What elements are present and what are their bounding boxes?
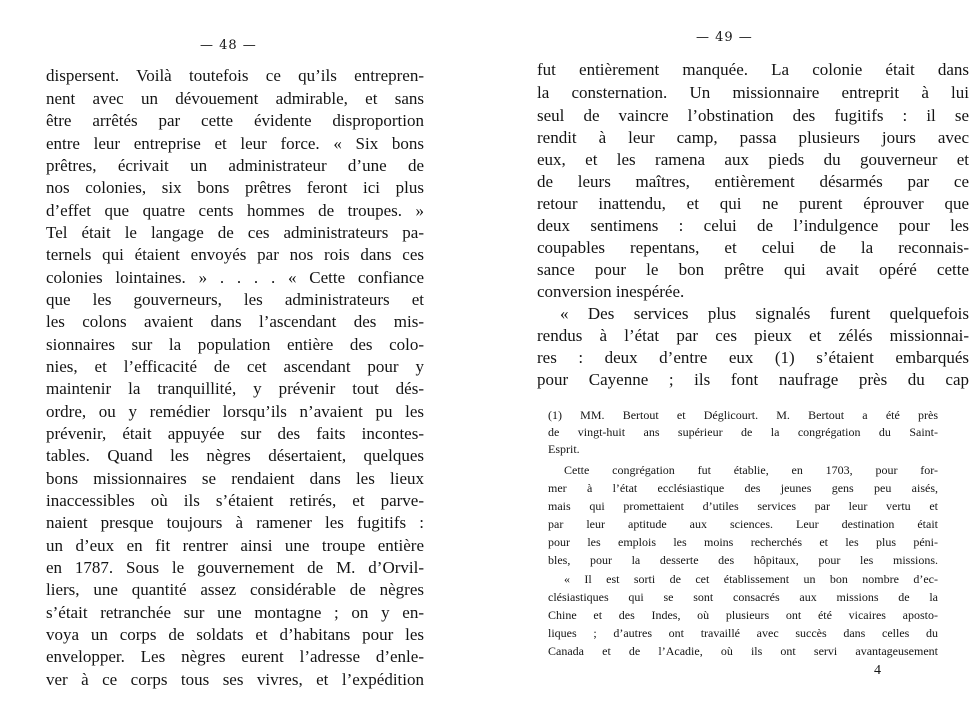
- text-line: rendus à l’état par ces pieux et zélés missionnai-: [537, 326, 969, 345]
- text-line: envelopper. Les nègres eurent l’adresse d’enle-: [46, 647, 424, 666]
- footnote-line: par leur aptitude aux sciences. Leur destination était: [548, 517, 938, 531]
- text-line: bons missionnaires se rendaient dans les lieux: [46, 469, 424, 488]
- text-line: les colons avaient dans l’ascendant des mis-: [46, 312, 424, 331]
- footnote-line: de vingt-huit ans supérieur de la congrégation du Saint-: [548, 425, 938, 439]
- signature-mark: 4: [874, 663, 881, 678]
- text-line: pour Cayenne ; ils font naufrage près du cap: [537, 370, 969, 389]
- text-line: dispersent. Voilà toutefois ce qu’ils entrepren-: [46, 66, 424, 85]
- footnote-line: liques ; d’autres ont travaillé avec succès dans celles du: [548, 626, 938, 640]
- text-line: être arrêtés par cette évidente disproportion: [46, 111, 424, 130]
- footnote-line: (1) MM. Bertout et Déglicourt. M. Bertout a été près: [548, 408, 938, 422]
- text-line: d’effet que quatre cents hommes de troupes. »: [46, 201, 424, 220]
- text-line: coupables repentans, et celui de la reconnais-: [537, 238, 969, 257]
- text-line: que les gouverneurs, les administrateurs et: [46, 290, 424, 309]
- text-line: en 1787. Sous le gouvernement de M. d’Orvil-: [46, 558, 424, 577]
- text-line: s’était retranchée sur une montagne ; on y en-: [46, 603, 424, 622]
- page-number-left: — 48 —: [200, 38, 257, 53]
- text-line: colonies lointaines. » . . . . « Cette confiance: [46, 268, 424, 287]
- text-line: sionnaires sur la population entière des colo-: [46, 335, 424, 354]
- text-line: Tel était le langage de ces administrateurs pa-: [46, 223, 424, 242]
- text-line: seul de vaincre l’obstination des fugitifs : il se: [537, 106, 969, 125]
- text-line: entre leur entreprise et leur force. « Six bons: [46, 134, 424, 153]
- footnote-line: Chine et des Indes, où plusieurs ont été vicaires aposto-: [548, 608, 938, 622]
- footnote-line: Cette congrégation fut établie, en 1703, pour for-: [564, 463, 938, 477]
- footnote-line: bles, pour la desserte des hôpitaux, pour les missions.: [548, 553, 938, 567]
- text-line: la consternation. Un missionnaire entreprit à lui: [537, 83, 969, 102]
- text-line: naient presque toujours à ramener les fugitifs :: [46, 513, 424, 532]
- text-line: eux, et les ramena aux pieds du gouverneur et: [537, 150, 969, 169]
- text-line: sance pour le bon prêtre qui avait opéré cette: [537, 260, 969, 279]
- footnote-line: mer à l’état ecclésiastique des jeunes gens peu aisés,: [548, 481, 938, 495]
- text-line: ternels qui étaient envoyés par nos rois dans ces: [46, 245, 424, 264]
- footnote-line: « Il est sorti de cet établissement un bon nombre d’ec-: [564, 572, 938, 586]
- text-line: nos colonies, six bons prêtres feront ici plus: [46, 178, 424, 197]
- text-line: nies, et l’efficacité de cet ascendant pour y: [46, 357, 424, 376]
- right-page: [500, 0, 980, 718]
- footnote-line: clésiastiques qui se sont consacrés aux missions de la: [548, 590, 938, 604]
- left-page: [0, 0, 470, 718]
- text-line: de leurs maîtres, entièrement désarmés par ce: [537, 172, 969, 191]
- text-line: « Des services plus signalés furent quelquefois: [560, 304, 969, 323]
- text-line: voya un corps de soldats et d’habitans pour les: [46, 625, 424, 644]
- text-line: ordre, ou y remédier lorsqu’ils n’avaient pu les: [46, 402, 424, 421]
- text-line: tables. Quand les nègres désertaient, quelques: [46, 446, 424, 465]
- text-line: deux sentimens : celui de l’indulgence pour les: [537, 216, 969, 235]
- text-line: retour inattendu, et qui ne purent éprouver que: [537, 194, 969, 213]
- footnote-line: mais qui promettaient d’utiles services par leur vertu et: [548, 499, 938, 513]
- footnote-line: pour les emplois les moins recherchés et les plus péni-: [548, 535, 938, 549]
- footnote-line: Canada et de l’Acadie, où ils ont servi avantageusement: [548, 644, 938, 658]
- text-line: rendit à leur camp, passa plusieurs jours avec: [537, 128, 969, 147]
- text-line: liers, une quantité assez considérable de nègres: [46, 580, 424, 599]
- text-line: conversion inespérée.: [537, 282, 685, 301]
- text-line: nent avec un dévouement admirable, et sans: [46, 89, 424, 108]
- text-line: ver à ce corps tous ses vivres, et l’expédition: [46, 670, 424, 689]
- text-line: un d’eux en fit rentrer ainsi une troupe entière: [46, 536, 424, 555]
- text-line: inaccessibles où ils s’étaient retirés, et parve-: [46, 491, 424, 510]
- page-number-right: — 49 —: [696, 30, 753, 45]
- text-line: prévenir, était appuyée sur des faits incontes-: [46, 424, 424, 443]
- text-line: prêtres, écrivait un administrateur d’une de: [46, 156, 424, 175]
- footnote-line: Esprit.: [548, 442, 580, 456]
- text-line: fut entièrement manquée. La colonie était dans: [537, 60, 969, 79]
- text-line: maintenir la tranquillité, y prévenir tout dés-: [46, 379, 424, 398]
- text-line: res : deux d’entre eux (1) s’étaient embarqués: [537, 348, 969, 367]
